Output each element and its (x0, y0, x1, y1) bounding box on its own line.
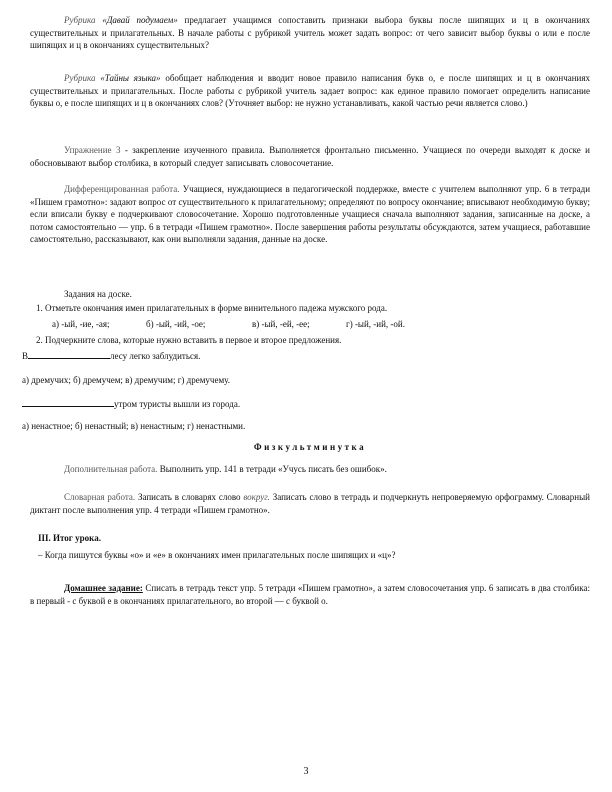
rubric-label: Рубрика (64, 73, 96, 83)
paragraph-homework (30, 582, 590, 607)
board-task-2: 2. Подчеркните слова, которые нужно вставить в первое и второе предложения. (36, 335, 342, 345)
summary-heading: III. Итог урока. (38, 533, 101, 543)
board-heading: Задания на доске. (64, 289, 132, 299)
answers-1: а) дремучих; б) дремучем; в) дремучим; г) дремучему. (22, 375, 230, 385)
rubric-title: «Тайны языка» (100, 73, 161, 83)
blank-line (22, 398, 114, 407)
exercise-label: Упражнение 3 (64, 145, 121, 155)
paragraph-text: Выполнить упр. 141 в тетради «Учусь писать без ошибок». (157, 464, 387, 474)
option-b: б) -ый, -ий, -ое; (146, 319, 206, 329)
option-c: в) -ый, -ей, -ее; (252, 319, 310, 329)
paragraph-text: Записать слово в тетрадь и подчеркнуть непроверяемую орфограмму. Словарный диктант после выполнения упр. 4 тетради «Пишем грамотно». (30, 492, 590, 515)
paragraph-vocabulary-work (30, 491, 590, 516)
sentence-2 (22, 398, 582, 411)
additional-label: Дополнительная работа. (64, 464, 158, 474)
sentence-2-end: утром туристы вышли из города. (114, 399, 241, 409)
option-a: а) -ый, -ие, -ая; (52, 319, 110, 329)
answers-2: а) ненастное; б) ненастный; в) ненастным; г) ненастными. (22, 421, 246, 431)
page-number: 3 (303, 766, 309, 777)
physical-break-heading: Физкультминутка (253, 442, 367, 452)
paragraph-rubric-think (30, 14, 590, 52)
rubric-label: Рубрика (64, 15, 96, 25)
paragraph-additional-work (30, 463, 590, 476)
blank-line (28, 350, 110, 359)
paragraph-text: обобщает наблюдения и вводит новое правило написания букв о, е после шипящих и ц в окончаниях существительных и прилагательных. После работы с рубрикой учитель задает вопрос: как единое правило помогает определить написание буквы о, е после шипящих и ц в окончаниях слов? (Уточняет выбор: не нужно устанавливать, какой частью речи является слово.) (30, 73, 590, 108)
vocabulary-word: вокруг. (243, 492, 270, 502)
differentiated-label: Дифференцированная работа. (64, 184, 180, 194)
rubric-title: «Давай подумаем» (102, 15, 178, 25)
summary-question: – Когда пишутся буквы «о» и «е» в окончаниях имен прилагательных после шипящих и «ц»? (38, 550, 396, 560)
sentence-1-end: лесу легко заблудиться. (110, 351, 201, 361)
board-task-1: 1. Отметьте окончания имен прилагательных в форме винительного падежа мужского рода. (36, 303, 388, 313)
paragraph-text: - закрепление изученного правила. Выполняется фронтально письменно. Учащиеся по очереди выходят к доске и обосновывают выбор столбика, в который следует записывать словосочетание. (30, 145, 590, 168)
sentence-1-start: В (22, 351, 29, 361)
paragraph-text: Списать в тетрадь текст упр. 5 тетради «Пишем грамотно», а затем словосочетания упр. 6 записать в два столбика: в первый - с буквой е в окончаниях прилагательного, во второй — с буквой о. (30, 583, 590, 606)
paragraph-text: Записать в словарях слово (135, 492, 244, 502)
homework-label: Домашнее задание: (64, 583, 143, 593)
paragraph-exercise-3 (30, 144, 590, 169)
paragraph-rubric-secrets (30, 72, 590, 110)
vocabulary-label: Словарная работа. (64, 492, 136, 502)
paragraph-text: Учащиеся, нуждающиеся в педагогической поддержке, вместе с учителем выполняют упр. 6 в тетради «Пишем грамотно»: задают вопрос от существительного к прилагательному; определяют по вопросу окончание; вписывают необходимую букву; если вписали букву е подчеркивают словосочетание. Хорошо подготовленные учащиеся сначала выполняют задания, записанные на доске, а потом самостоятельно — упр. 6 в тетради «Пишем грамотно». После завершения работы результаты обсуждаются, затем учащиеся, работавшие самостоятельно, рассказывают, как они выполняли задания, данные на доске. (30, 184, 591, 244)
option-d: г) -ый, -ий, -ой. (346, 319, 405, 329)
paragraph-differentiated-work (30, 183, 590, 246)
sentence-1 (22, 350, 582, 363)
paragraph-text: предлагает учащимся сопоставить признаки выбора буквы после шипящих и ц в окончаниях существительных и прилагательных. В начале работы с рубрикой учитель может задать вопрос: от чего зависит выбор буквы о или е после шипящих и ц в окончаниях существительных? (30, 15, 591, 50)
